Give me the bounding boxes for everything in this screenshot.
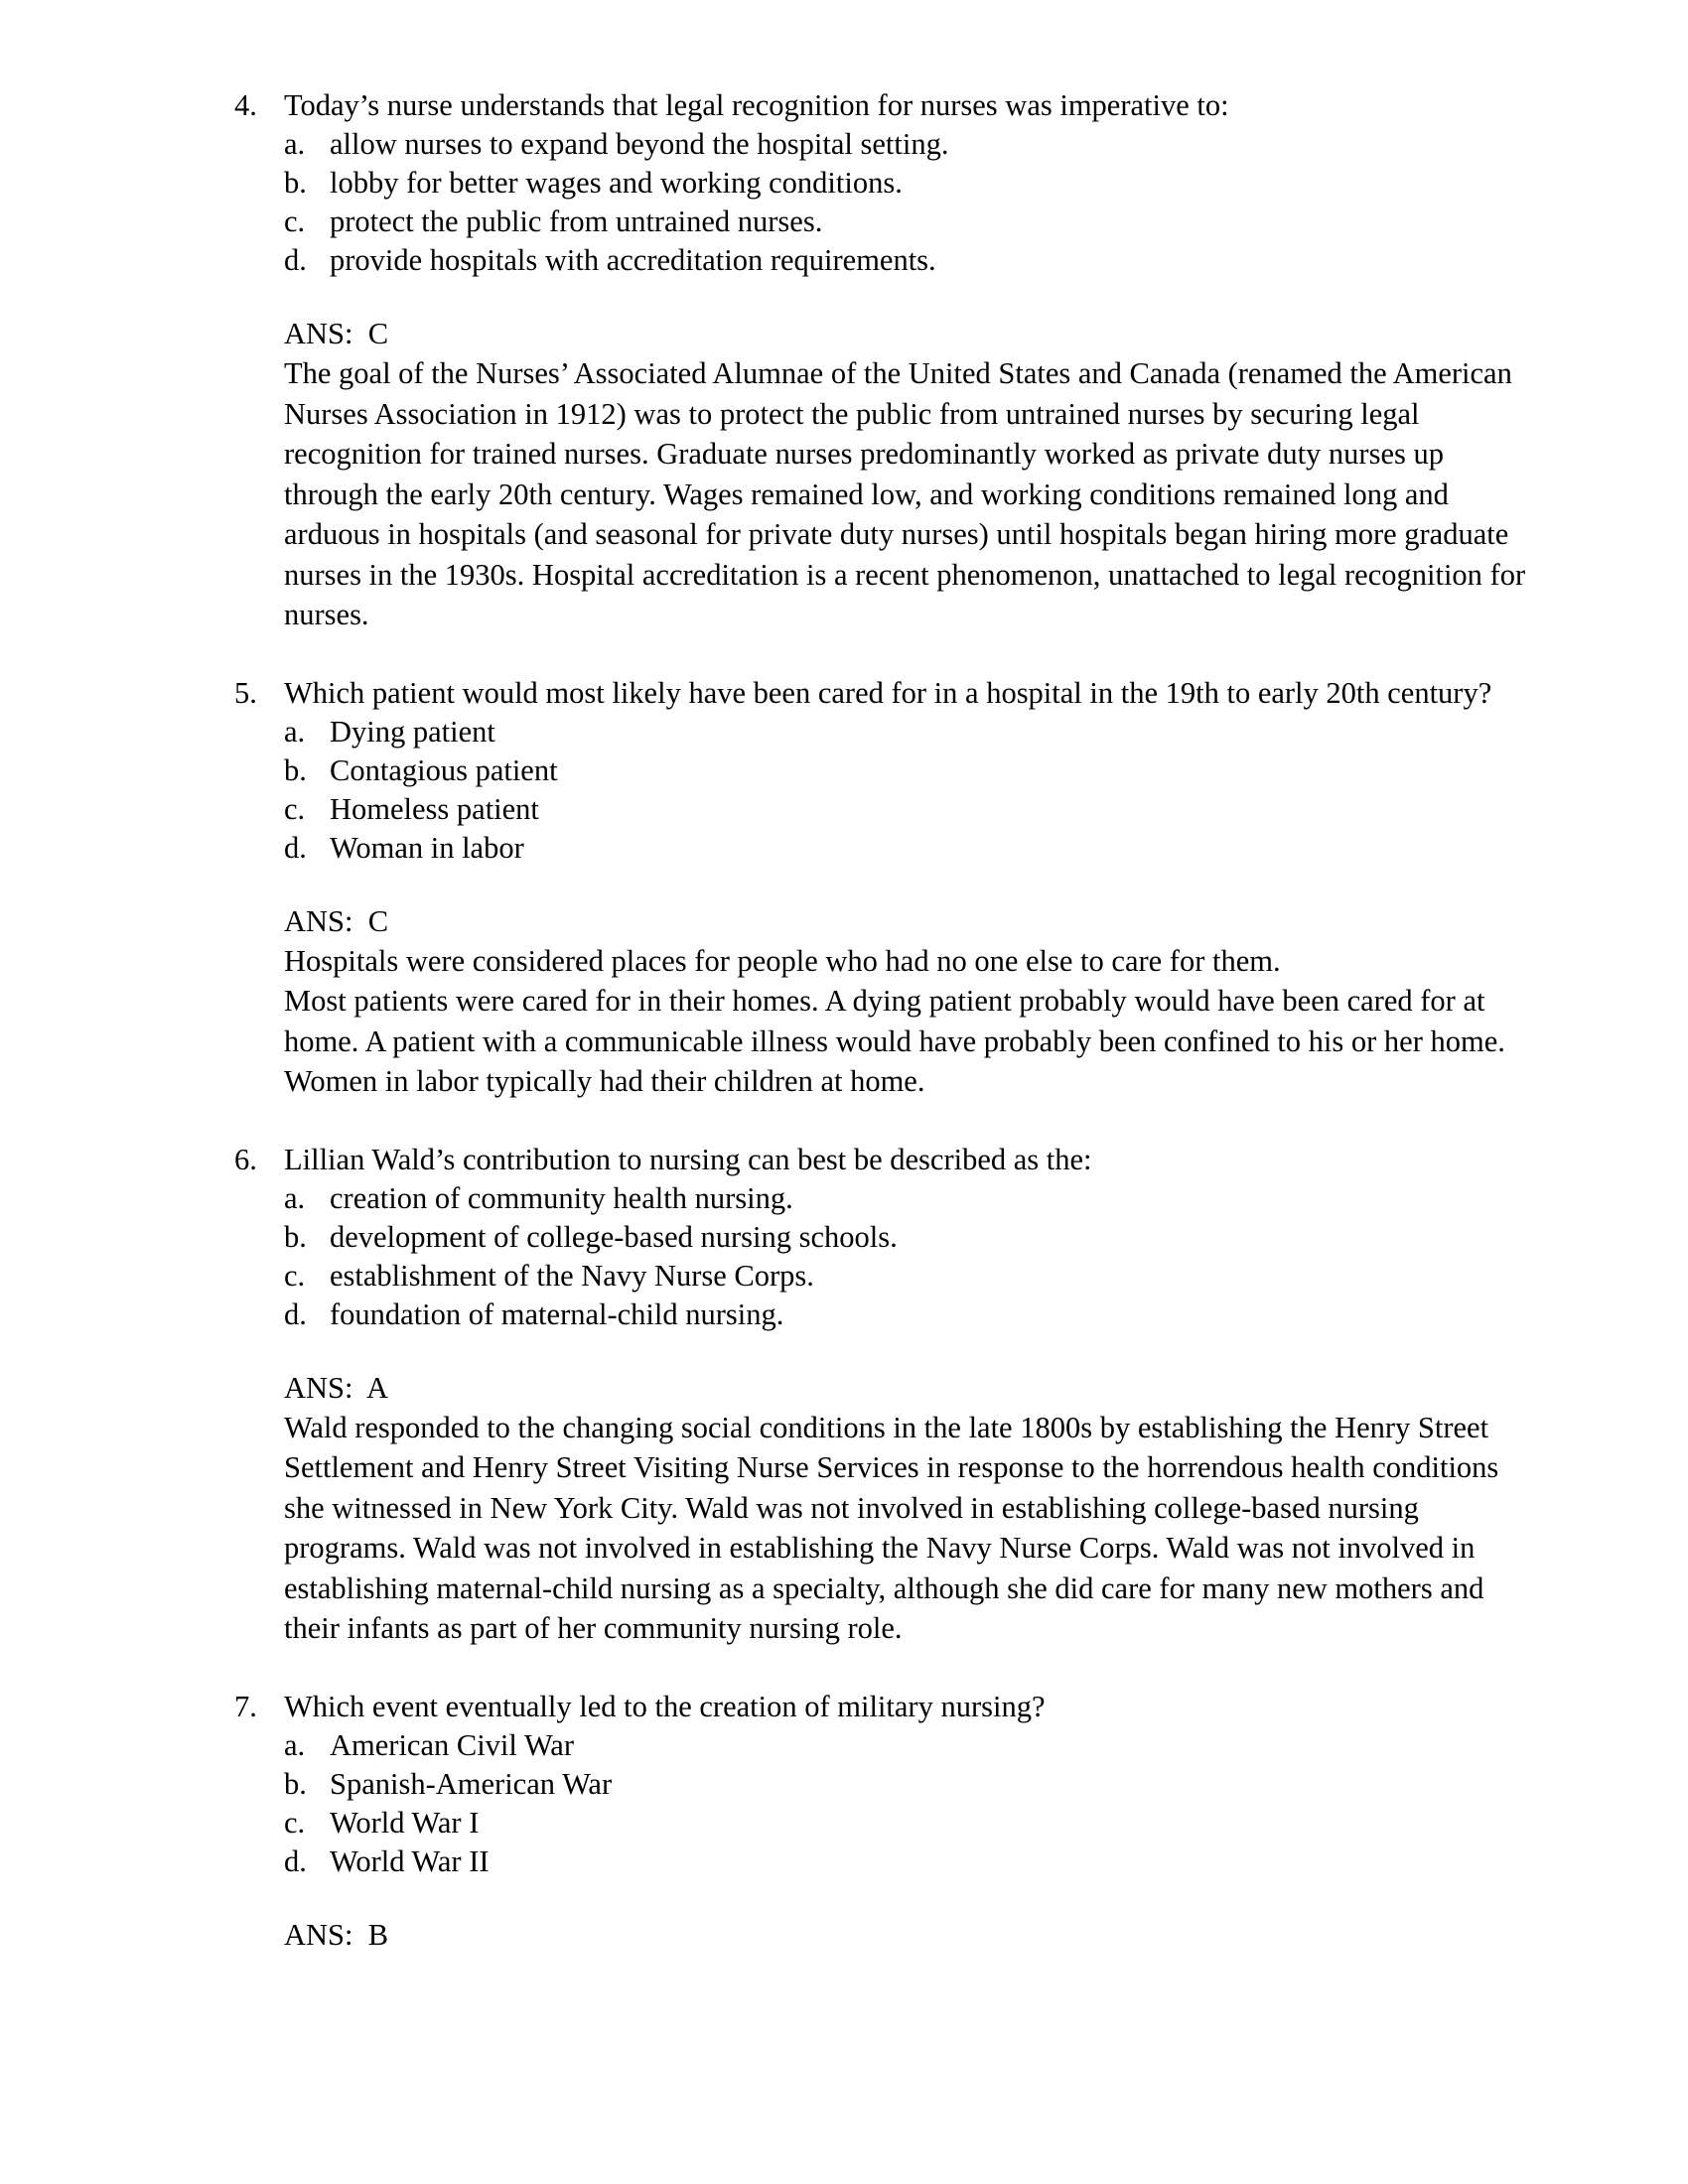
option-text: allow nurses to expand beyond the hospital setting.: [330, 127, 949, 161]
question-stem-row: [234, 673, 1530, 713]
option-list: [234, 713, 1530, 868]
option-item[interactable]: [284, 241, 1530, 280]
option-text: World War I: [330, 1805, 480, 1840]
option-letter: c.: [284, 791, 306, 826]
answer-block: [284, 901, 1530, 1102]
option-item[interactable]: [284, 1843, 1530, 1881]
option-letter: a.: [284, 127, 306, 161]
option-text: protect the public from untrained nurses.: [330, 205, 823, 238]
page-content: [234, 85, 1530, 1955]
answer-rationale-line-2: Most patients were cared for in their homes. A dying patient probably would have been cared for at home. A patient with a communicable illness would have probably been confined to his or her home. Women in labor typically had their children at home.: [284, 984, 1505, 1098]
option-text: World War II: [330, 1843, 490, 1878]
option-letter: c.: [284, 1805, 306, 1840]
option-item[interactable]: [284, 1257, 1530, 1296]
option-item[interactable]: [284, 125, 1530, 164]
option-item[interactable]: [284, 790, 1530, 829]
option-item[interactable]: [284, 1804, 1530, 1843]
answer-label: ANS: B: [284, 1917, 389, 1952]
option-letter: a.: [284, 1180, 306, 1215]
option-letter: b.: [284, 1766, 307, 1801]
question-number: 6.: [234, 1142, 257, 1176]
option-letter: b.: [284, 752, 307, 787]
answer-rationale: The goal of the Nurses’ Associated Alumnae of the United States and Canada (renamed the American Nurses Association in 1912) was to protect the public from untrained nurses by securing legal recognition for trained nurses. Graduate nurses predominantly worked as private duty nurses up through the early 20th century. Wages remained low, and working conditions remained long and arduous in hospitals (and seasonal for private duty nurses) until hospitals began hiring more graduate nurses in the 1930s. Hospital accreditation is a recent phenomenon, unattached to legal recognition for nurses.: [284, 356, 1526, 631]
question-stem: Which patient would most likely have been cared for in a hospital in the 19th to early 20th century?: [284, 675, 1492, 710]
option-text: lobby for better wages and working conditions.: [330, 166, 903, 200]
option-item[interactable]: [284, 164, 1530, 203]
question-block-4: [234, 85, 1530, 635]
question-number: 7.: [234, 1689, 257, 1723]
option-letter: d.: [284, 1297, 307, 1331]
option-list: [234, 125, 1530, 280]
option-item[interactable]: [284, 1218, 1530, 1257]
answer-label: ANS: C: [284, 903, 389, 938]
question-stem-row: [234, 1687, 1530, 1726]
option-letter: d.: [284, 243, 307, 277]
option-item[interactable]: [284, 713, 1530, 751]
answer-rationale: Wald responded to the changing social conditions in the late 1800s by establishing the Henry Street Settlement and Henry Street Visiting Nurse Services in response to the horrendous health conditions she witnessed in New York City. Wald was not involved in establishing college-based nursing programs. Wald was not involved in establishing the Navy Nurse Corps. Wald was not involved in establishing maternal-child nursing as a specialty, although she did care for many new mothers and their infants as part of her community nursing role.: [284, 1410, 1499, 1645]
question-block-6: [234, 1140, 1530, 1649]
option-text: American Civil War: [330, 1727, 574, 1762]
option-letter: c.: [284, 1258, 306, 1293]
option-item[interactable]: [284, 1296, 1530, 1334]
answer-block: [284, 314, 1530, 635]
option-text: Homeless patient: [330, 791, 539, 826]
question-stem: Which event eventually led to the creation of military nursing?: [284, 1689, 1046, 1723]
option-item[interactable]: [284, 829, 1530, 868]
option-text: development of college-based nursing schools.: [330, 1219, 898, 1254]
option-item[interactable]: [284, 751, 1530, 790]
question-stem: Today’s nurse understands that legal recognition for nurses was imperative to:: [284, 88, 1229, 122]
question-number: 4.: [234, 88, 257, 122]
option-letter: a.: [284, 714, 306, 749]
option-item[interactable]: [284, 1765, 1530, 1804]
option-text: creation of community health nursing.: [330, 1180, 793, 1215]
option-text: Spanish-American War: [330, 1766, 613, 1801]
option-list: [234, 1726, 1530, 1881]
question-stem-row: [234, 1140, 1530, 1179]
option-item[interactable]: [284, 1179, 1530, 1218]
answer-block: [284, 1915, 1530, 1955]
option-text: Contagious patient: [330, 752, 558, 787]
option-letter: d.: [284, 1843, 307, 1878]
option-letter: a.: [284, 1727, 306, 1762]
question-block-5: [234, 673, 1530, 1102]
option-list: [234, 1179, 1530, 1334]
option-letter: d.: [284, 830, 307, 865]
question-block-7: [234, 1687, 1530, 1955]
question-stem: Lillian Wald’s contribution to nursing can best be described as the:: [284, 1142, 1092, 1176]
answer-block: [284, 1368, 1530, 1649]
option-text: establishment of the Navy Nurse Corps.: [330, 1258, 814, 1293]
option-item[interactable]: [284, 203, 1530, 241]
question-number: 5.: [234, 675, 257, 710]
option-letter: b.: [284, 166, 307, 200]
option-text: foundation of maternal-child nursing.: [330, 1297, 784, 1331]
answer-label: ANS: C: [284, 317, 389, 350]
option-item[interactable]: [284, 1726, 1530, 1765]
option-text: Woman in labor: [330, 830, 524, 865]
question-stem-row: [234, 85, 1530, 125]
answer-rationale-line-1: Hospitals were considered places for people who had no one else to care for them.: [284, 943, 1281, 978]
option-letter: b.: [284, 1219, 307, 1254]
option-text: Dying patient: [330, 714, 495, 749]
option-text: provide hospitals with accreditation requirements.: [330, 243, 936, 277]
option-letter: c.: [284, 205, 306, 238]
answer-label: ANS: A: [284, 1370, 389, 1405]
